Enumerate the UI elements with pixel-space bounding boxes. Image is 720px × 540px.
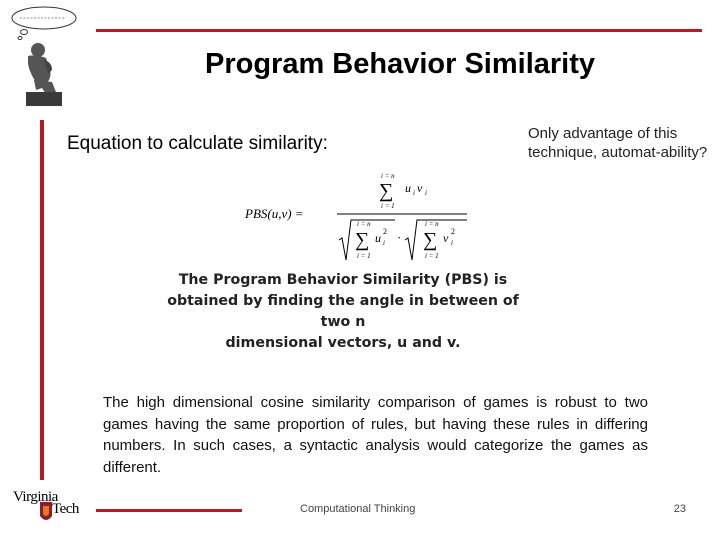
denominator-sum-sign-1: ∑ bbox=[355, 229, 370, 251]
numerator-sum-top: i = n bbox=[381, 172, 395, 180]
logo-line-2: Tech bbox=[52, 501, 79, 517]
denominator-sum-sign-2: ∑ bbox=[423, 229, 438, 251]
footer-divider bbox=[96, 509, 242, 512]
side-note: Only advantage of this technique, automat-ability? bbox=[528, 125, 708, 161]
numerator-term-v: v bbox=[417, 181, 423, 195]
top-divider bbox=[96, 29, 702, 32]
body-paragraph: The high dimensional cosine similarity comparison of games is robust to two games having the same proportion of rules, but having these rules in differing numbers. In such cases, a syntactic analysis would categorize the games as different. bbox=[103, 394, 648, 476]
equation-caption: Equation to calculate similarity: bbox=[67, 133, 328, 154]
denominator-sum-bottom-2: i = 1 bbox=[425, 252, 439, 260]
pbs-definition-line: obtained by finding the angle in between of two n bbox=[167, 293, 519, 330]
pbs-definition-line: The Program Behavior Similarity (PBS) is bbox=[178, 272, 508, 288]
pbs-definition bbox=[150, 270, 536, 354]
left-divider bbox=[40, 120, 44, 480]
denominator-exp-u: 2 bbox=[383, 227, 387, 236]
formula-lhs: PBS(u,v) = bbox=[245, 206, 304, 221]
thinker-statue-icon bbox=[6, 4, 80, 108]
denominator-sum-top-2: i = n bbox=[425, 220, 439, 228]
denominator-separator: · bbox=[397, 230, 402, 245]
denominator-exp-v: 2 bbox=[451, 227, 455, 236]
numerator-term-u: u bbox=[405, 181, 411, 195]
thought-bubble-icon bbox=[12, 7, 76, 40]
logo-line-1: Virginia bbox=[13, 489, 58, 505]
denominator-sum-bottom-1: i = 1 bbox=[357, 252, 371, 260]
page-number: 23 bbox=[673, 503, 686, 515]
denominator-term-u: u bbox=[375, 231, 381, 245]
denominator-sum-top-1: i = n bbox=[357, 220, 371, 228]
numerator-sum-sign: ∑ bbox=[379, 180, 394, 202]
pbs-definition-line: dimensional vectors, u and v. bbox=[225, 335, 461, 351]
numerator-index-v: i bbox=[425, 189, 427, 197]
pbs-formula bbox=[245, 170, 475, 270]
footer-title: Computational Thinking bbox=[300, 503, 416, 515]
numerator-sum-bottom: i = 1 bbox=[381, 202, 395, 210]
denominator-term-v: v bbox=[443, 231, 449, 245]
denominator-index-v: i bbox=[451, 239, 453, 247]
numerator-index-u: i bbox=[413, 189, 415, 197]
denominator-index-u: i bbox=[383, 239, 385, 247]
slide-title: Program Behavior Similarity bbox=[204, 48, 596, 80]
